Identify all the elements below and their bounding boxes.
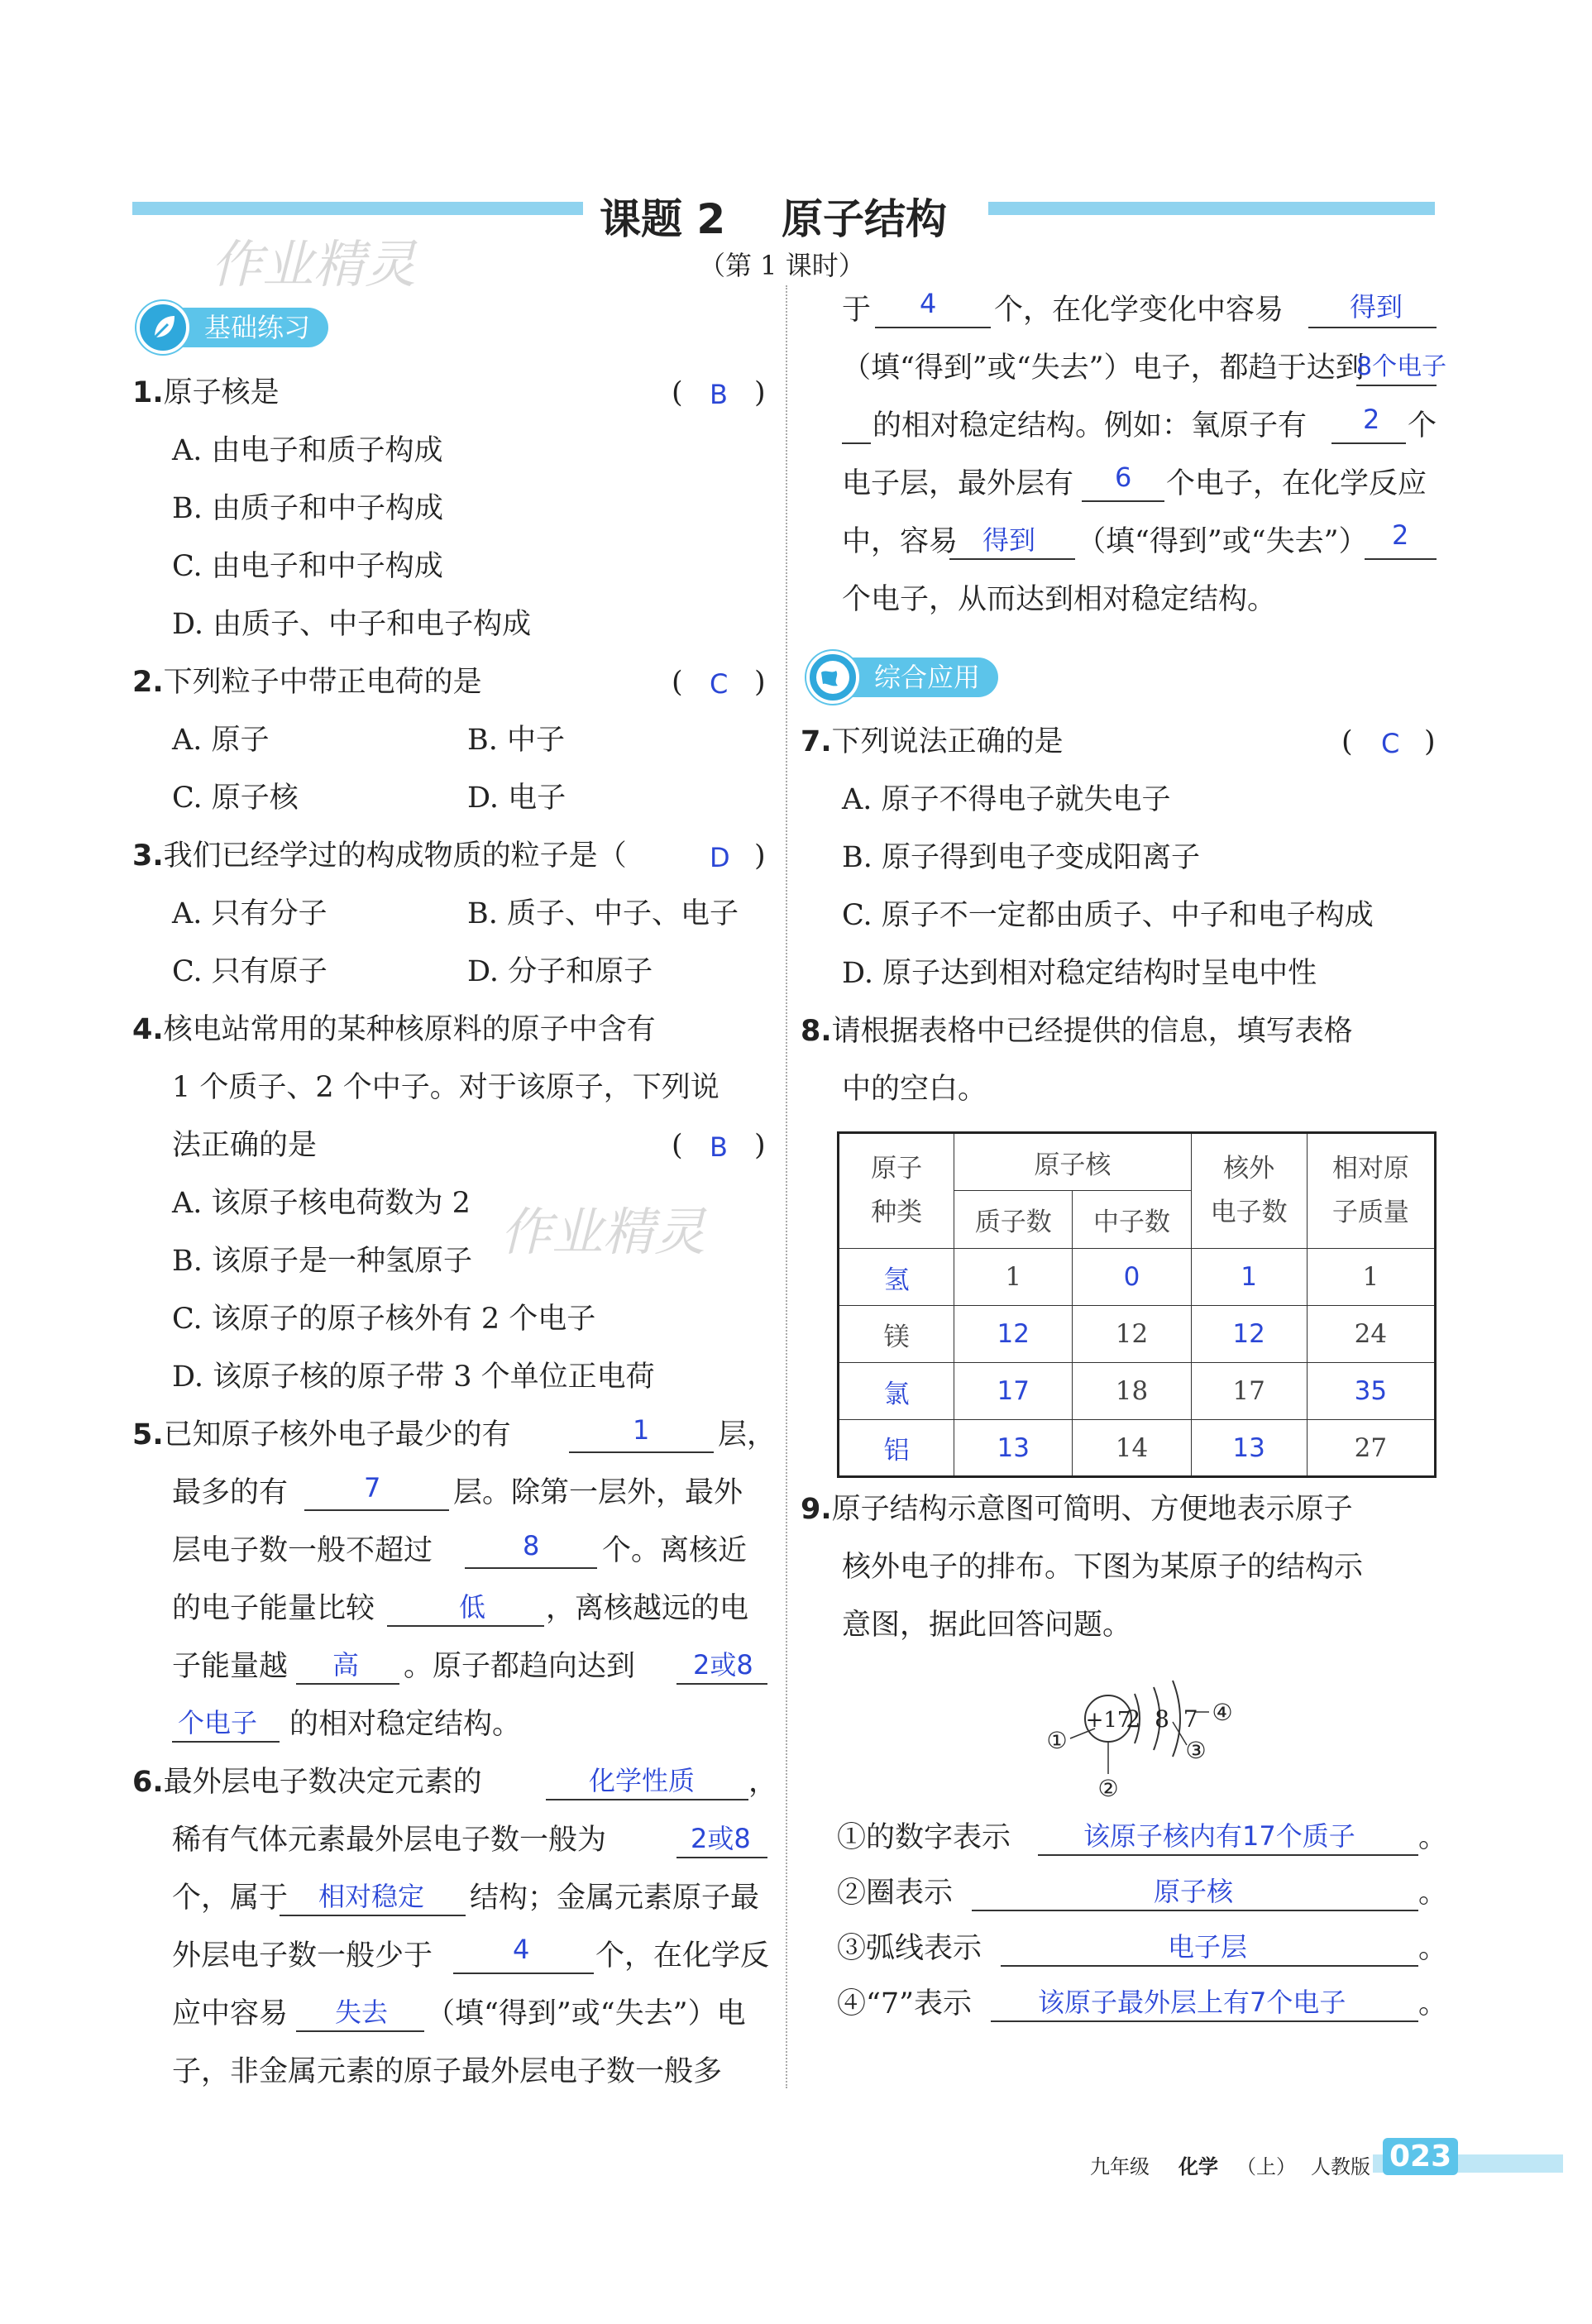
watermark-top: 作业精灵 — [211, 234, 417, 294]
title-bar-right — [988, 202, 1435, 215]
q9-stem-3: 意图，据此回答问题。 — [842, 1609, 1132, 1642]
title-bar-left — [132, 202, 583, 215]
q2-stem: 2.下列粒子中带正电荷的是 — [132, 666, 482, 699]
q6-answer-10: 6 — [1115, 461, 1132, 493]
section-badge-basic: 基础练习 — [136, 308, 328, 347]
q6-answer-12: 2 — [1392, 519, 1409, 551]
q3-option-b: B. 质子、中子、电子 — [467, 897, 739, 930]
section-badge-applied: 综合应用 — [806, 658, 998, 697]
q8-stem-2: 中的空白。 — [842, 1073, 987, 1106]
q7-answer: C — [1381, 728, 1400, 759]
q5-answer-6b: 个电子 — [178, 1707, 258, 1738]
header-mass: 相对原 子质量 — [1307, 1133, 1435, 1249]
svg-text:2 8 7: 2 8 7 — [1126, 1705, 1202, 1733]
page-title: 原子结构 — [782, 195, 947, 243]
header-neutron: 中子数 — [1073, 1191, 1191, 1249]
q6-answer-7: 得到 — [1350, 291, 1403, 323]
page-subtitle: （第 1 课时） — [699, 250, 865, 281]
q9-item-2-answer: 原子核 — [1154, 1876, 1234, 1907]
watermark-mid: 作业精灵 — [500, 1202, 706, 1262]
q6-answer-1: 化学性质 — [589, 1765, 696, 1796]
page-title-number: 课题 2 — [600, 195, 726, 243]
q1-option-d: D. 由质子、中子和电子构成 — [172, 608, 532, 641]
q4-option-d: D. 该原子核的原子带 3 个单位正电荷 — [172, 1360, 655, 1394]
q5-answer-4: 低 — [459, 1591, 486, 1623]
atom-structure-diagram — [1034, 1662, 1249, 1803]
footer-grade: 九年级 — [1090, 2155, 1150, 2178]
atom-table — [837, 1131, 1437, 1478]
q5-answer-5: 高 — [332, 1649, 360, 1681]
q7-option-a: A. 原子不得电子就失电子 — [842, 783, 1171, 816]
table-row: 氯 17 18 17 35 — [839, 1363, 1436, 1420]
q9-item-2-label: ②圈表示 — [837, 1877, 954, 1910]
header-nucleus: 原子核 — [954, 1133, 1191, 1191]
q5-line1: 5.已知原子核外电子最少的有 — [132, 1418, 511, 1451]
q6-answer-8: 8个电子 — [1356, 352, 1447, 381]
svg-text:+17: +17 — [1085, 1708, 1131, 1733]
q3-stem: 3.我们已经学过的构成物质的粒子是（ — [132, 839, 627, 873]
q4-answer: B — [710, 1131, 728, 1163]
q1-stem: 1.原子核是 — [132, 376, 280, 409]
q3-option-a: A. 只有分子 — [172, 897, 327, 930]
svg-text:②: ② — [1097, 1775, 1119, 1802]
q9-item-3-answer: 电子层 — [1168, 1931, 1248, 1963]
q5-answer-6a: 2或8 — [693, 1649, 753, 1681]
q7-stem: 7.下列说法正确的是 — [801, 725, 1064, 758]
q2-option-b: B. 中子 — [467, 724, 565, 757]
q6-answer-4: 4 — [513, 1934, 530, 1965]
leaf-icon — [136, 301, 189, 354]
q9-stem-1: 9.原子结构示意图可简明、方便地表示原子 — [801, 1493, 1353, 1526]
q9-item-1-label: ①的数字表示 — [837, 1821, 1011, 1854]
q5-answer-2: 7 — [364, 1472, 381, 1504]
q1-answer: B — [710, 379, 728, 410]
q9-item-3-label: ③弧线表示 — [837, 1932, 982, 1965]
q9-item-4-label: ④“7”表示 — [837, 1987, 973, 2020]
table-row: 氢 1 0 1 1 — [839, 1249, 1436, 1306]
footer-edition: 人教版 — [1311, 2155, 1370, 2178]
q4-option-b: B. 该原子是一种氢原子 — [172, 1245, 472, 1278]
header-proton: 质子数 — [954, 1191, 1073, 1249]
q3-option-c: C. 只有原子 — [172, 955, 327, 988]
svg-text:③: ③ — [1185, 1737, 1207, 1764]
q9-item-1-answer: 该原子核内有17个质子 — [1083, 1820, 1355, 1852]
q6-answer-11: 得到 — [982, 524, 1036, 556]
q4-stem-3: 法正确的是 — [172, 1129, 318, 1162]
svg-text:④: ④ — [1212, 1699, 1233, 1726]
q2-option-d: D. 电子 — [467, 782, 567, 815]
q7-option-d: D. 原子达到相对稳定结构时呈电中性 — [842, 957, 1317, 990]
q6-answer-5: 失去 — [335, 1996, 389, 2028]
q5-answer-1: 1 — [633, 1414, 650, 1446]
q6-answer-2: 2或8 — [691, 1823, 751, 1854]
header-electrons: 核外 电子数 — [1191, 1133, 1307, 1249]
table-row: 镁 12 12 12 24 — [839, 1306, 1436, 1363]
globe-icon — [806, 651, 859, 704]
q1-option-c: C. 由电子和中子构成 — [172, 550, 443, 583]
q5-answer-3: 8 — [523, 1530, 540, 1561]
q1-option-a: A. 由电子和质子构成 — [172, 434, 443, 467]
q2-answer: C — [710, 668, 729, 700]
q7-option-c: C. 原子不一定都由质子、中子和电子构成 — [842, 899, 1374, 932]
q1-bracket: ( — [672, 376, 683, 409]
q4-option-c: C. 该原子的原子核外有 2 个电子 — [172, 1303, 596, 1336]
q4-stem-2: 1 个质子、2 个中子。对于该原子，下列说 — [172, 1071, 720, 1104]
q8-stem-1: 8.请根据表格中已经提供的信息，填写表格 — [801, 1015, 1353, 1048]
footer-subject: 化学 — [1178, 2155, 1218, 2178]
q7-option-b: B. 原子得到电子变成阳离子 — [842, 841, 1200, 874]
q6-answer-3: 相对稳定 — [318, 1881, 425, 1912]
svg-text:①: ① — [1046, 1727, 1068, 1754]
q2-option-a: A. 原子 — [172, 724, 270, 757]
q4-option-a: A. 该原子核电荷数为 2 — [172, 1187, 471, 1220]
q6-line1: 6.最外层电子数决定元素的 — [132, 1766, 482, 1799]
column-divider — [786, 285, 787, 2088]
header-kind: 原子 种类 — [839, 1133, 954, 1249]
table-row: 铝 13 14 13 27 — [839, 1420, 1436, 1477]
q6-answer-9: 2 — [1363, 404, 1380, 435]
q3-option-d: D. 分子和原子 — [467, 955, 653, 988]
page-number: 023 — [1383, 2138, 1458, 2175]
q2-option-c: C. 原子核 — [172, 782, 299, 815]
footer-volume: （上） — [1236, 2155, 1296, 2178]
q6-answer-6: 4 — [920, 288, 937, 319]
q3-answer: D — [710, 842, 730, 873]
q9-stem-2: 核外电子的排布。下图为某原子的结构示 — [842, 1551, 1364, 1584]
q4-stem-1: 4.核电站常用的某种核原料的原子中含有 — [132, 1013, 656, 1046]
q1-option-b: B. 由质子和中子构成 — [172, 492, 443, 525]
q9-item-4-answer: 该原子最外层上有7个电子 — [1038, 1987, 1346, 2018]
